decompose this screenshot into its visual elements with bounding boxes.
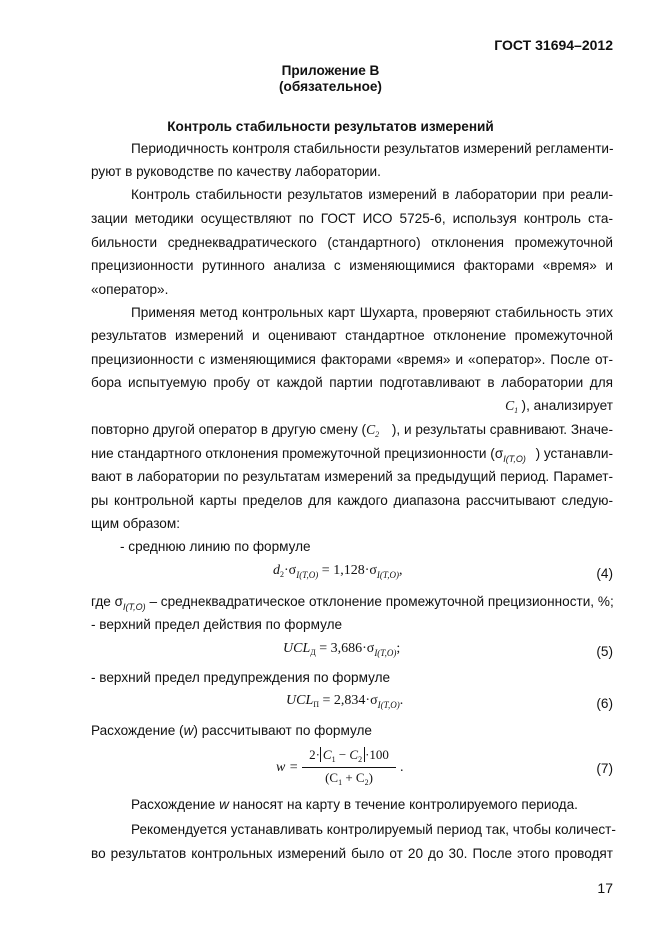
equation-number: (7): [596, 761, 613, 776]
denominator: $(C_1 + C_2)$: [325, 770, 373, 787]
formula-6: $UCL_П = 2,834\cdot\sigma_{I(T,O)}$.: [286, 693, 404, 710]
text-line: щим образом:: [91, 516, 180, 531]
text-line: зации методики осуществляют по ГОСТ ИСО 5725-6, используя контроль ста-: [91, 211, 613, 226]
text-line: прецизионности рутинного анализа с изменяющимися факторами «время» и: [91, 258, 613, 273]
text-line: бора испытуемую пробу от каждой партии подготавливают в лаборатории для: [91, 375, 613, 390]
formula-4: $d_2\cdot\sigma_{I(T,O)} = 1,128\cdot\sigma_{I(T,O)}$,: [273, 563, 403, 580]
list-item: - верхний предел действия по формуле: [91, 617, 343, 632]
text-line: во результатов контрольных измерений было от 20 до 30. После этого проводят: [91, 846, 613, 861]
text-line: руют в руководстве по качеству лаборатории.: [91, 164, 381, 179]
text-line: Периодичность контроля стабильности результатов измерений регламенти-: [131, 141, 614, 156]
section-title: Контроль стабильности результатов измерений: [167, 119, 494, 134]
text-line: «оператор».: [91, 282, 169, 297]
list-item: Расхождение (w) рассчитывают по формуле: [91, 723, 372, 738]
equation-number: (4): [596, 566, 613, 581]
equation-number: (6): [596, 696, 613, 711]
text-line: бильности среднеквадратического (стандартного) отклонения промежуточной: [91, 235, 613, 250]
equation-number: (5): [596, 644, 613, 659]
list-item: - среднюю линию по формуле: [120, 539, 311, 554]
page-number: 17: [597, 880, 613, 896]
text-line: ры контрольной карты пределов для каждого диапазона рассчитывают следую-: [91, 493, 613, 508]
appendix-status: (обязательное): [279, 79, 382, 94]
text-line: Применяя метод контрольных карт Шухарта, проверяют стабильность этих: [131, 305, 613, 320]
text-segment: повторно другой оператор в другую смену (: [91, 422, 367, 437]
standard-designation: ГОСТ 31694–2012: [494, 37, 613, 53]
text-line: Расхождение w наносят на карту в течение контролируемого периода.: [131, 797, 578, 812]
appendix-title: Приложение В: [281, 63, 380, 78]
formula-end: .: [400, 760, 404, 775]
text-line: [91, 422, 613, 439]
formula-lhs: w =: [276, 760, 299, 775]
shift-c2-symbol: $C_2$: [366, 422, 380, 439]
text-segment: ), и результаты сравнивают. Значе-: [391, 422, 613, 437]
text-line: Контроль стабильности результатов измерений в лаборатории при реали-: [131, 187, 613, 202]
text-segment: ) устанавли-: [535, 446, 613, 461]
formula-5: $UCL_Д = 3,686\cdot\sigma_{I(T,O)}$;: [283, 641, 401, 658]
text-line: [91, 446, 613, 464]
text-segment: ), анализирует: [521, 398, 613, 413]
text-line: Рекомендуется устанавливать контролируемый период так, чтобы количест-: [131, 822, 616, 837]
text-line: вают в лаборатории по результатам измерений за предыдущий период. Парамет-: [91, 469, 613, 484]
fraction: [302, 747, 396, 787]
text-line: результатов измерений и оценивают стандартное отклонение промежуточной: [91, 328, 613, 343]
list-item: - верхний предел предупреждения по формуле: [91, 670, 391, 685]
text-segment: ние стандартного отклонения промежуточной прецизионности (σ: [91, 446, 504, 461]
shift-c1-symbol: $C_1$: [505, 398, 519, 415]
text-line-composed: [91, 398, 613, 415]
definition-line: где $\sigma_{I(T,O)}$ – среднеквадратическое отклонение промежуточной прецизионности, %;: [91, 594, 614, 612]
numerator: $2\cdot C_1 - C_2 \cdot 100$: [309, 747, 389, 764]
subscript: I(T,O): [503, 454, 526, 464]
text-line: прецизионности с изменяющимися факторами «время» и «оператор». После от-: [91, 352, 613, 367]
